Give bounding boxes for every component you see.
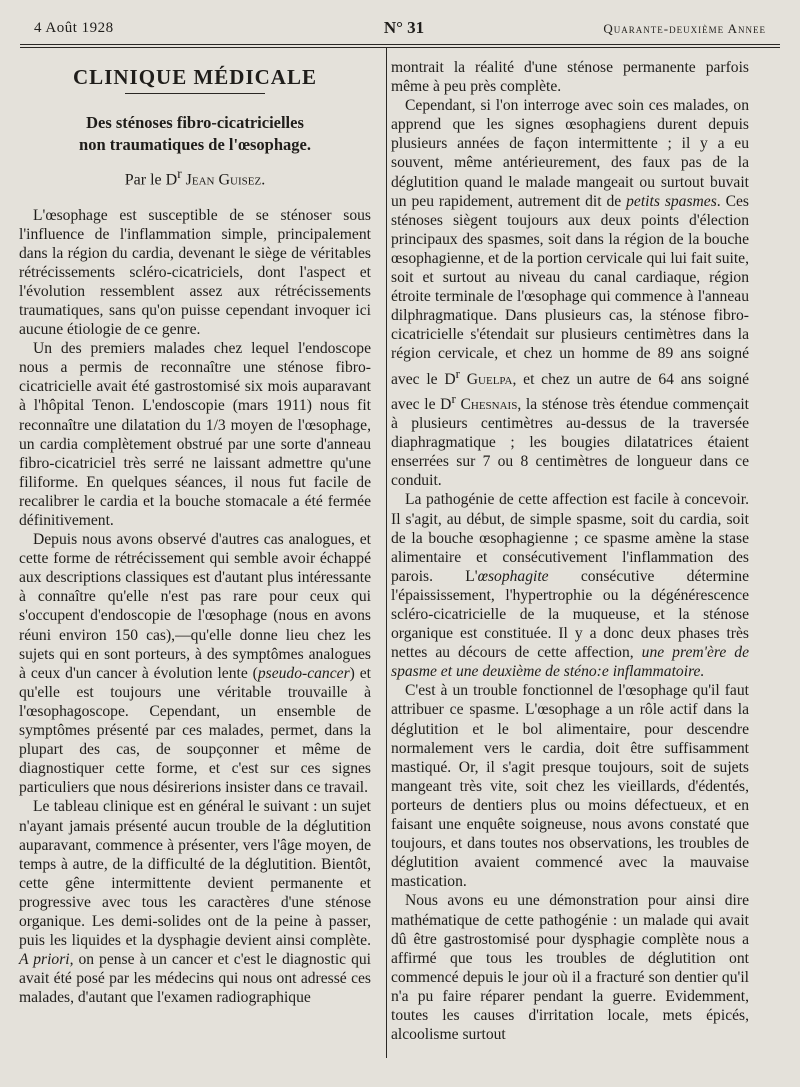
right-column	[391, 58, 749, 1044]
paragraph: montrait la réalité d'une sténose permanente parfois même à peu près complète.	[391, 59, 749, 96]
header-rule	[20, 44, 780, 45]
author-prefix: Par le D	[124, 171, 178, 189]
article-title-line1: Des sténoses fibro-cicatricielles	[86, 113, 304, 133]
header-rule-thin	[20, 47, 780, 48]
article-title	[19, 112, 371, 156]
author-sup: r	[177, 166, 182, 182]
paragraph: Un des premiers malades chez lequel l'endoscope nous a permis de reconnaître une sténose fibro-cicatricielle avait été gastrostomisé six mois auparavant à l'hôpital Tenon. L'endoscopie (mars 1911) nous fit reconnaître une dilatation du 1/3 moyen de l'œsophage, un cardia complètement obstrué par une sorte d'anneau fibro-cicatriciel très serré ne laissant admettre qu'une filiforme. En quelques séances, il nous fut facile de recalibrer le cardia et la bouche stomacale a été fermée définitivement.	[19, 340, 371, 530]
issue-date: 4 Août 1928	[34, 20, 114, 36]
issue-number: N° 31	[383, 18, 425, 37]
left-column	[19, 60, 371, 1007]
paragraph: L'œsophage est susceptible de se sténoser sous l'influence de l'inflammation simple, principalement dans la région du cardia, devenant le siège de véritables rétrécissements scléro-cicatriciels, dont l'aspect et l'évolution ressemblent assez aux rétrécissements traumatiques, sans qu'on puisse cependant invoquer ici aucune étiologie de ce genre.	[19, 206, 371, 339]
paragraph: Nous avons eu une démonstration pour ainsi dire mathématique de cette pathogénie : un malade qui avait dû être gastrostomisé pour dysphagie complète nous a affirmé que tous les troubles de déglutition ont commencé depuis le jour où il a fracturé son dentier qu'il n'a pu faire réparer pendant la guerre. Evidemment, toutes les causes d'irritation locale, mets épicés, alcoolisme surtout	[391, 892, 749, 1044]
issue-year: Quarante-deuxième Annee	[603, 21, 766, 36]
title-rule	[125, 93, 265, 94]
column-divider	[386, 48, 387, 1058]
paragraph: Depuis nous avons observé d'autres cas analogues, et cette forme de rétrécissement qui semble avoir échappé aux descriptions classiques est d'autant plus intéressante à connaître qu'elle n'est pas rare pour ceux qui s'occupent d'endoscopie de l'œsophage (nous en avons réuni environ 150 cas),—qu'elle donne lieu chez les sujets qui en sont porteurs, à des symptômes analogues à ceux d'un cancer à évolution lente (pseudo-cancer) et qu'elle est toujours une véritable trouvaille à l'œsophagoscope. Cependant, un ensemble de symptômes présenté par ces malades, permet, dans la plupart des cas, de soupçonner et même de diagnostiquer cette forme, et c'est sur ces signes particuliers que nous désirerions insister dans ce travail.	[19, 531, 371, 797]
author-line	[19, 164, 371, 189]
page-header	[24, 14, 776, 46]
section-title: CLINIQUE MÉDICALE	[73, 65, 317, 89]
paragraph: Le tableau clinique est en général le suivant : un sujet n'ayant jamais présenté aucun trouble de la déglutition auparavant, commence à présenter, vers l'âge moyen, de temps à autre, de la difficulté de la déglutition. Bientôt, cette gêne intermittente devient permanente et progressive avec tous les caractères d'une sténose organique. Les demi-solides ont de la peine à passer, puis les liquides et la dysphagie devient ainsi complète. A priori, on pense à un cancer et c'est le diagnostic qui avait été posé par les médecins qui nous ont adressé ces malades, d'autant que l'examen radiographique	[19, 798, 371, 1007]
paragraph: Cependant, si l'on interroge avec soin ces malades, on apprend que les signes œsophagiens durent depuis plusieurs années de façon intermittente ; il y a eu souvent, même antérieurement, des faux pas de la déglutition quand le malade mangeait ou surtout buvait un peu rapidement, autrement dit de petits spasmes. Ces sténoses siègent toujours aux deux points d'élection principaux des spasmes, soit dans la région de la bouche œsophagienne, et de la portion cervicale qui lui fait suite, soit et surtout au niveau du canal cardiaque, région étroite terminale de l'œsophage qui commence à l'anneau dilphragmatique. Dans plusieurs cas, la sténose fibro-cicatricielle s'étendait sur plusieurs centimètres dans la région cervicale, et chez un homme de 89 ans soigné avec le $D^r$ Guelpa, et chez un autre de 64 ans soigné avec le $D^r$ Chesnais, la sténose très étendue commençait à plusieurs centimètres au-dessus de la traversée diaphragmatique ; les bougies dilatatrices étaient enserrées sur 7 ou 8 centimètres de longueur dans ce conduit.	[391, 97, 750, 490]
paragraph: La pathogénie de cette affection est facile à concevoir. Il s'agit, au début, de simple spasme, soit du cardia, soit de la bouche œsophagienne ; ce spasme amène la stase alimentaire et consécutivement l'inflammation des parois. L'œsophagite consécutive détermine l'épaississement, l'hypertrophie ou la dégénérescence scléro-cicatricielle de la muqueuse, et la sténose organique est constituée. Il y a donc deux phases très nettes au décours de cette affection, une prem'ère de spasme et une deuxième de sténo:e inflammatoire.	[391, 491, 749, 681]
article-title-line2: non traumatiques de l'œsophage.	[79, 135, 311, 155]
paragraph: C'est à un trouble fonctionnel de l'œsophage qu'il faut attribuer ce spasme. L'œsophage a un rôle actif dans la déglutition et le bol alimentaire, pour descendre normalement vers le cardia, doit être suffisamment mastiqué. Or, il s'agit presque toujours, soit de sujets mangeant très vite, soit chez les vieillards, d'édentés, porteurs de dentiers plus ou moins défectueux, et en faisant une enquête soigneuse, nous avons constaté que toujours, et dans toutes nos observations, les troubles de déglutition avaient commencé avec la mauvaise mastication.	[391, 682, 749, 891]
author-name: Jean Guisez.	[185, 171, 266, 189]
